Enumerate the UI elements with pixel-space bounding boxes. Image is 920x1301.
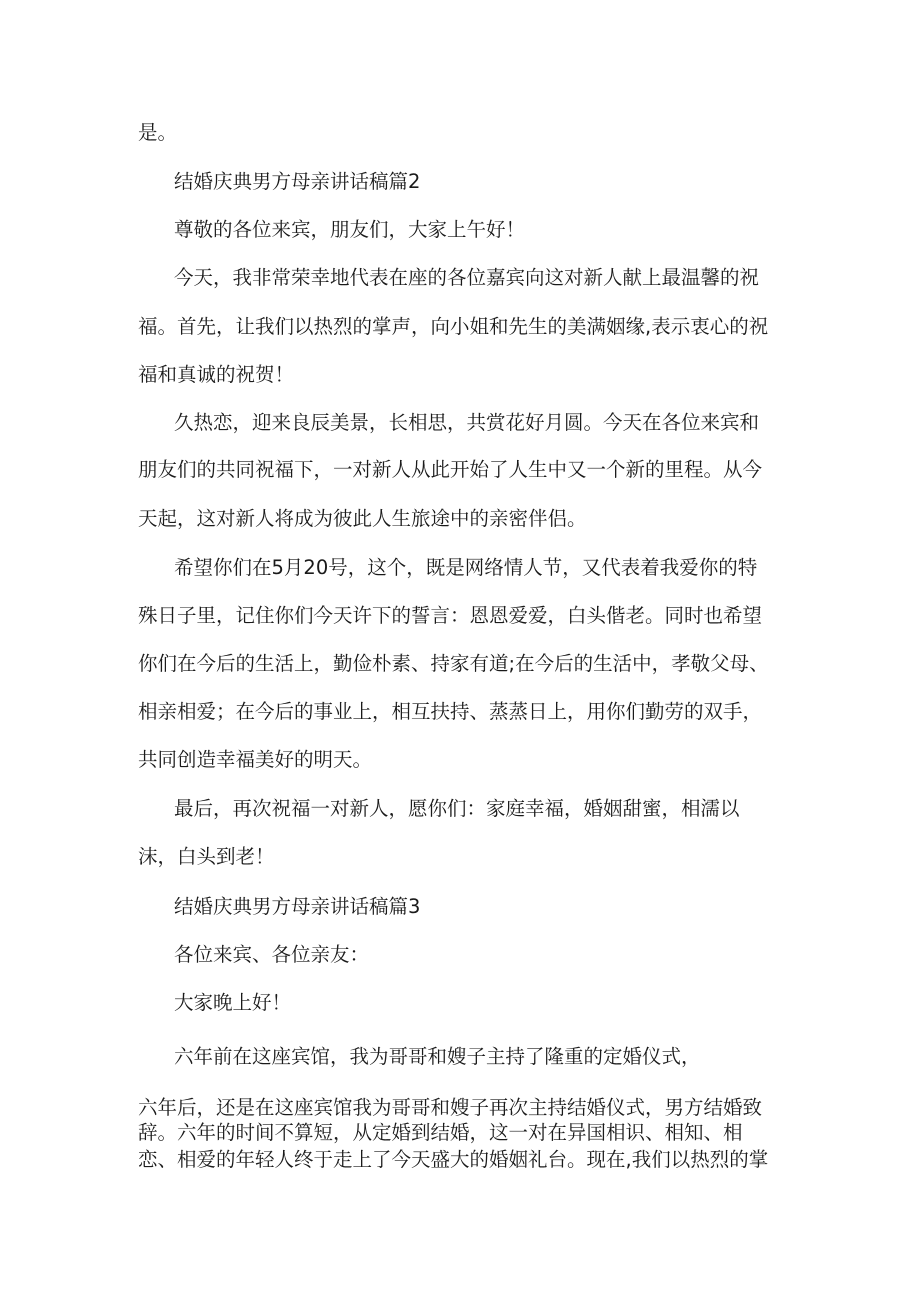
section-heading: 结婚庆典男方母亲讲话稿篇3 [174, 895, 421, 918]
paragraph-line: 朋友们的共同祝福下，一对新人从此开始了人生中又一个新的里程。从今 [138, 458, 763, 481]
paragraph-line: 最后，再次祝福一对新人，愿你们：家庭幸福，婚姻甜蜜，相濡以 [174, 797, 740, 820]
paragraph-line: 共同创造幸福美好的明天。 [138, 748, 373, 771]
paragraph-line: 福。首先，让我们以热烈的掌声，向小姐和先生的美满姻缘,表示衷心的祝 [138, 315, 769, 338]
paragraph-line: 相亲相爱；在今后的事业上，相互扶持、蒸蒸日上，用你们勤劳的双手， [138, 700, 763, 723]
paragraph-line: 天起，这对新人将成为彼此人生旅途中的亲密伴侣。 [138, 507, 587, 530]
paragraph-line: 希望你们在5月20号，这个，既是网络情人节，又代表着我爱你的特 [174, 556, 758, 579]
paragraph-line: 尊敬的各位来宾，朋友们，大家上午好！ [174, 218, 526, 241]
paragraph-line: 福和真诚的祝贺！ [138, 363, 295, 386]
paragraph-line: 大家晚上好！ [174, 991, 292, 1014]
paragraph-line: 久热恋，迎来良辰美景，长相思，共赏花好月圆。今天在各位来宾和 [174, 411, 760, 434]
paragraph-line: 殊日子里，记住你们今天许下的誓言：恩恩爱爱，白头偕老。同时也希望 [138, 604, 763, 627]
paragraph-line: 六年前在这座宾馆，我为哥哥和嫂子主持了隆重的定婚仪式， [174, 1045, 701, 1068]
section-heading: 结婚庆典男方母亲讲话稿篇2 [174, 170, 421, 193]
paragraph-line: 辞。六年的时间不算短，从定婚到结婚，这一对在异国相识、相知、相 [138, 1121, 743, 1144]
paragraph-line: 六年后，还是在这座宾馆我为哥哥和嫂子再次主持结婚仪式，男方结婚致 [138, 1096, 763, 1119]
paragraph-line: 各位来宾、各位亲友： [174, 943, 370, 966]
paragraph-line: 今天，我非常荣幸地代表在座的各位嘉宾向这对新人献上最温馨的祝 [174, 266, 760, 289]
paragraph-line: 恋、相爱的年轻人终于走上了今天盛大的婚姻礼台。现在,我们以热烈的掌 [138, 1148, 769, 1171]
paragraph-line: 你们在今后的生活上，勤俭朴素、持家有道;在今后的生活中，孝敬父母、 [138, 652, 769, 675]
paragraph-line: 沫，白头到老！ [138, 845, 275, 868]
paragraph-line: 是。 [138, 121, 178, 144]
